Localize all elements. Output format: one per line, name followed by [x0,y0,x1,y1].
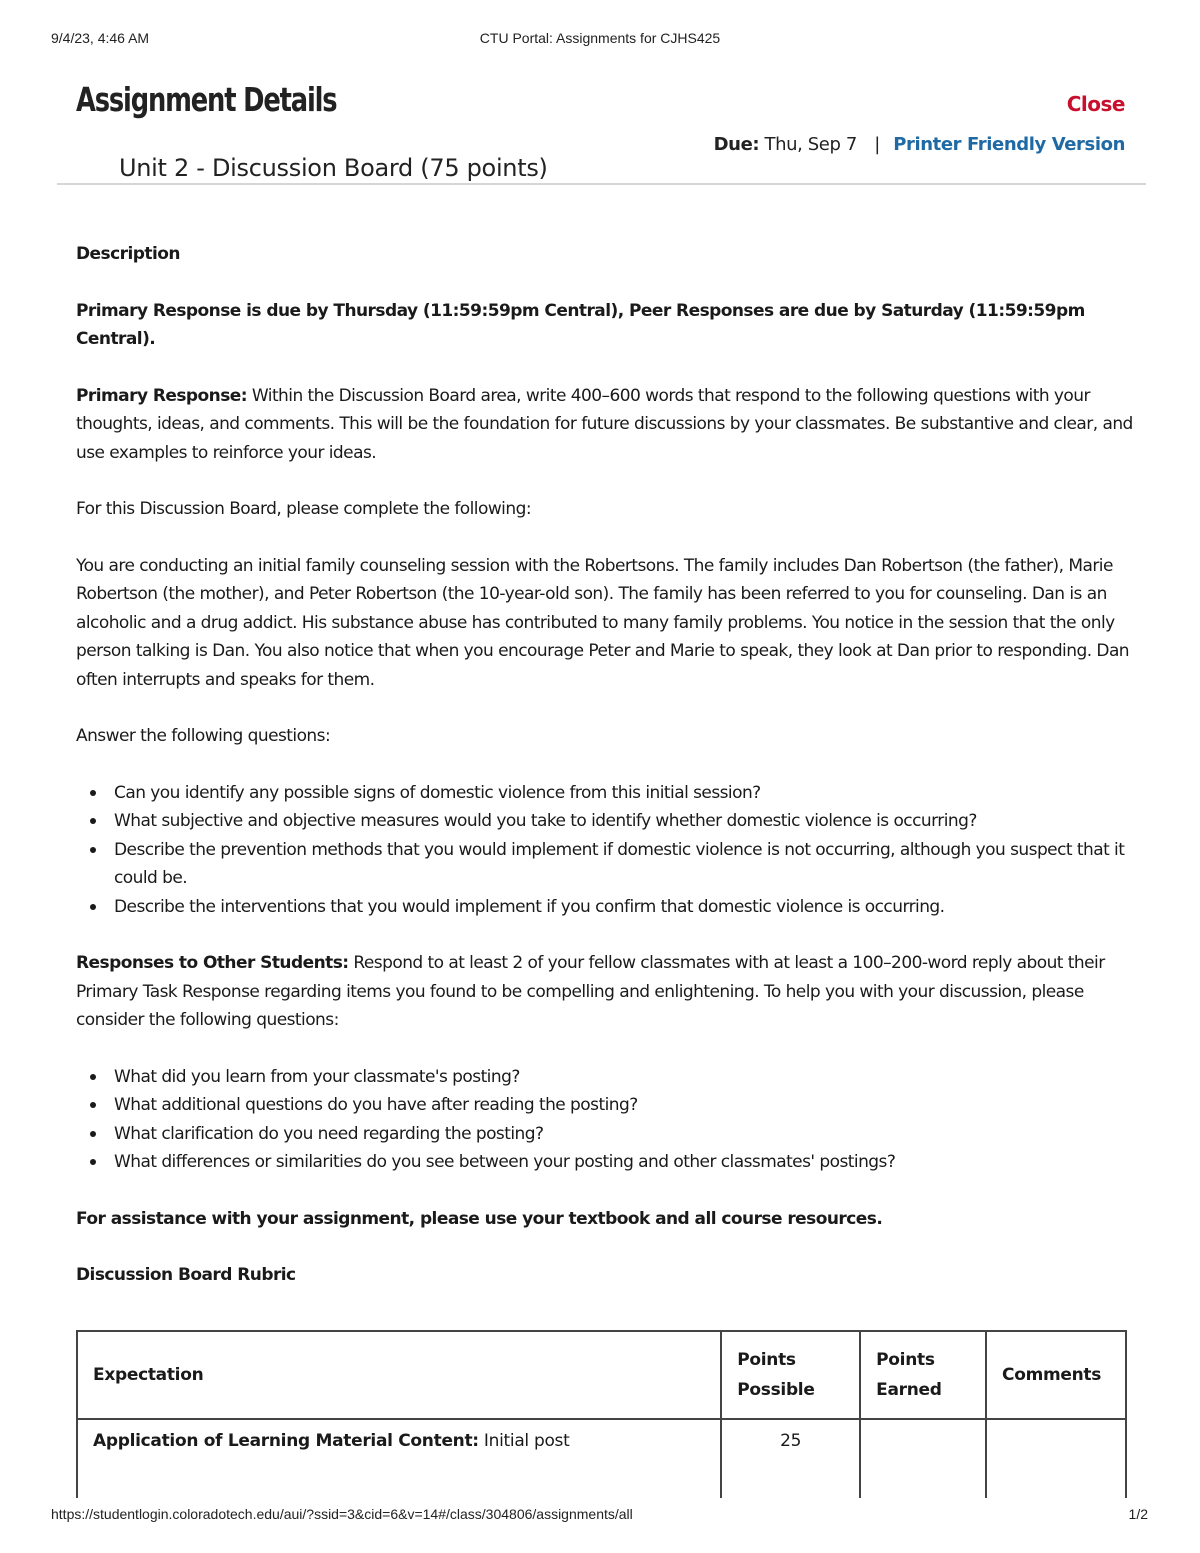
primary-response-paragraph [76,382,1136,468]
rubric-table [76,1330,1127,1508]
expectation-label: Application of Learning Material Content: [93,1431,479,1451]
primary-response-text: Within the Discussion Board area, write 400–600 words that respond to the following questions with your thoughts, ideas, and comments. This will be the foundation for future discussions by your classmates. Be substantive and clear, and use examples to reinforce your ideas. [76,385,1133,463]
assignment-description [76,240,1136,1318]
primary-response-label: Primary Response: [76,385,248,406]
responses-paragraph [76,949,1136,1035]
list-item: What differences or similarities do you see between your posting and other classmates' postings? [114,1148,1136,1177]
list-item: Describe the prevention methods that you would implement if domestic violence is not occurring, although you suspect that it could be. [114,836,1136,893]
description-heading: Description [76,244,180,264]
due-notice: Primary Response is due by Thursday (11:59:59pm Central), Peer Responses are due by Saturday (11:59:59pm Central). [76,300,1085,349]
close-link[interactable]: Close [1066,92,1125,116]
list-item: What subjective and objective measures would you take to identify whether domestic violence is occurring? [114,807,1136,836]
expectation-text: Initial post [478,1431,570,1451]
assistance-note: For assistance with your assignment, please use your textbook and all course resources. [76,1208,883,1229]
rubric-heading: Discussion Board Rubric [76,1265,296,1285]
divider [57,183,1146,185]
print-header [0,30,1200,50]
responses-label: Responses to Other Students: [76,953,349,973]
due-label: Due: [713,134,760,155]
list-item: What did you learn from your classmate's posting? [114,1063,1136,1092]
questions-list [76,779,1136,922]
instructions: For this Discussion Board, please complete the following: [76,499,531,519]
due-value: Thu, Sep 7 [764,134,857,155]
list-item: Can you identify any possible signs of domestic violence from this initial session? [114,779,1136,808]
peer-questions-list [76,1063,1136,1177]
header-expectation: Expectation [77,1331,721,1419]
list-item: What additional questions do you have after reading the posting? [114,1091,1136,1120]
header-comments: Comments [986,1331,1126,1419]
list-item: Describe the interventions that you would implement if you confirm that domestic violence is occurring. [114,893,1136,922]
header-points-possible: Points Possible [721,1331,860,1419]
print-url: https://studentlogin.coloradotech.edu/aui/?ssid=3&cid=6&v=14#/class/304806/assignments/all [51,1506,633,1522]
comments-cell [986,1419,1126,1507]
list-item: What clarification do you need regarding the posting? [114,1120,1136,1149]
printer-friendly-link[interactable]: Printer Friendly Version [893,134,1125,155]
questions-intro: Answer the following questions: [76,726,331,746]
table-row [77,1419,1126,1507]
separator: | [874,134,880,155]
points-earned-cell [860,1419,986,1507]
print-datetime: 9/4/23, 4:46 AM [51,30,150,46]
points-possible-cell: 25 [721,1419,860,1507]
due-line [714,134,1125,155]
unit-title: Unit 2 - Discussion Board (75 points) [119,154,548,182]
header-points-earned: Points Earned [860,1331,986,1419]
print-footer [0,1506,1200,1526]
page-title: Assignment Details [76,80,337,119]
print-page-title: CTU Portal: Assignments for CJHS425 [479,30,721,46]
responses-text: Respond to at least 2 of your fellow classmates with at least a 100–200-word reply about their Primary Task Response regarding items you found to be compelling and enlightening. To help you with your discussion, please consider the following questions: [76,953,1105,1030]
scenario: You are conducting an initial family counseling session with the Robertsons. The family includes Dan Robertson (the father), Marie Robertson (the mother), and Peter Robertson (the 10-year-old son). The family has been referred to you for counseling. Dan is an alcoholic and a drug addict. His substance abuse has contributed to many family problems. You notice in the session that the only person talking is Dan. You also notice that when you encourage Peter and Marie to speak, they look at Dan prior to responding. Dan often interrupts and speaks for them. [76,555,1130,690]
table-header-row [77,1331,1126,1419]
page-number: 1/2 [1128,1506,1148,1522]
expectation-cell [77,1419,721,1507]
